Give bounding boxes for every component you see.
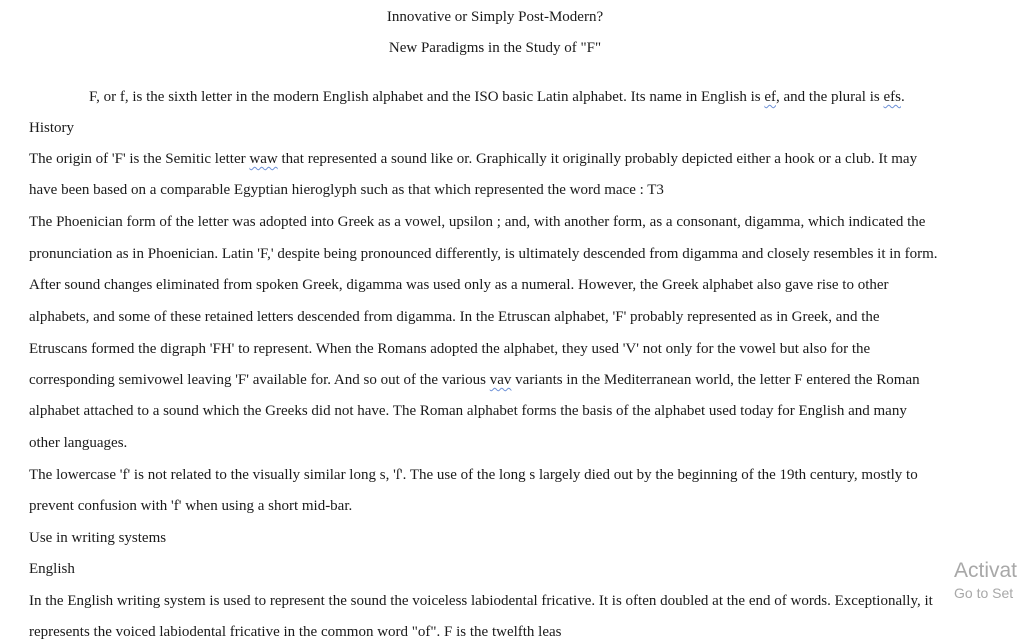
phoenician-line-1: The Phoenician form of the letter was adopted into Greek as a vowel, upsilon ; and, with another form, as a consonant, digamma, which indicated the — [29, 214, 926, 230]
origin-text-end: that represented a sound like or. Graphically it originally probably depicted either a hook or a club. It may — [277, 151, 918, 167]
lowercase-line-1: The lowercase 'f' is not related to the visually similar long s, 'ſ'. The use of the long s largely died out by the beginning of the 19th century, mostly to — [29, 467, 918, 483]
watermark-line-1: Activat — [954, 559, 1018, 582]
intro-text-start: F, or f, is the sixth letter in the modern English alphabet and the ISO basic Latin alphabet. Its name in English is — [89, 89, 765, 105]
lowercase-line-2: prevent confusion with 'f' when using a short mid-bar. — [29, 498, 353, 514]
activation-watermark — [952, 558, 1024, 602]
document-subtitle: New Paradigms in the Study of "F" — [388, 40, 602, 56]
section-heading-english: English — [29, 561, 75, 577]
origin-line-1 — [29, 149, 917, 169]
phoenician-line-5: Etruscans formed the digraph 'FH' to represent. When the Romans adopted the alphabet, they used 'V' not only for the vowel but also for the — [29, 341, 871, 357]
intro-paragraph — [89, 87, 905, 107]
document-title: Innovative or Simply Post-Modern? — [386, 9, 604, 25]
section-heading-use: Use in writing systems — [29, 530, 167, 546]
phoenician-text-end: variants in the Mediterranean world, the letter F entered the Roman — [511, 372, 920, 388]
intro-text-end: . — [900, 89, 905, 105]
spellcheck-word-ef[interactable]: ef — [764, 89, 776, 105]
english-line-2: represents the voiced labiodental fricative in the common word "of". F is the twelfth leas — [29, 624, 562, 640]
spellcheck-word-waw[interactable]: waw — [249, 151, 278, 167]
phoenician-line-6 — [29, 370, 920, 390]
spellcheck-word-efs[interactable]: efs — [883, 89, 901, 105]
phoenician-line-4: alphabets, and some of these retained letters descended from digamma. In the Etruscan alphabet, 'F' probably represented as in Greek, and the — [29, 309, 880, 325]
intro-text-middle: , and the plural is — [776, 89, 884, 105]
section-heading-history: History — [29, 120, 74, 136]
watermark-line-2[interactable]: Go to Set — [954, 585, 1014, 601]
phoenician-line-8: other languages. — [29, 435, 128, 451]
origin-line-2: have been based on a comparable Egyptian hieroglyph such as that which represented the word mace : T3 — [29, 182, 664, 198]
origin-text-start: The origin of 'F' is the Semitic letter — [29, 151, 250, 167]
english-line-1: In the English writing system is used to represent the sound the voiceless labiodental fricative. It is often doubled at the end of words. Exceptionally, it — [29, 593, 933, 609]
phoenician-line-3: After sound changes eliminated from spoken Greek, digamma was used only as a numeral. However, the Greek alphabet also gave rise to other — [29, 277, 889, 293]
phoenician-text-start: corresponding semivowel leaving 'F' available for. And so out of the various — [29, 372, 490, 388]
spellcheck-word-vav[interactable]: vav — [489, 372, 512, 388]
phoenician-line-2: pronunciation as in Phoenician. Latin 'F,' despite being pronounced differently, is ultimately descended from digamma and closely resembles it in form. — [29, 246, 938, 262]
phoenician-line-7: alphabet attached to a sound which the Greeks did not have. The Roman alphabet forms the basis of the alphabet used today for English and many — [29, 403, 907, 419]
